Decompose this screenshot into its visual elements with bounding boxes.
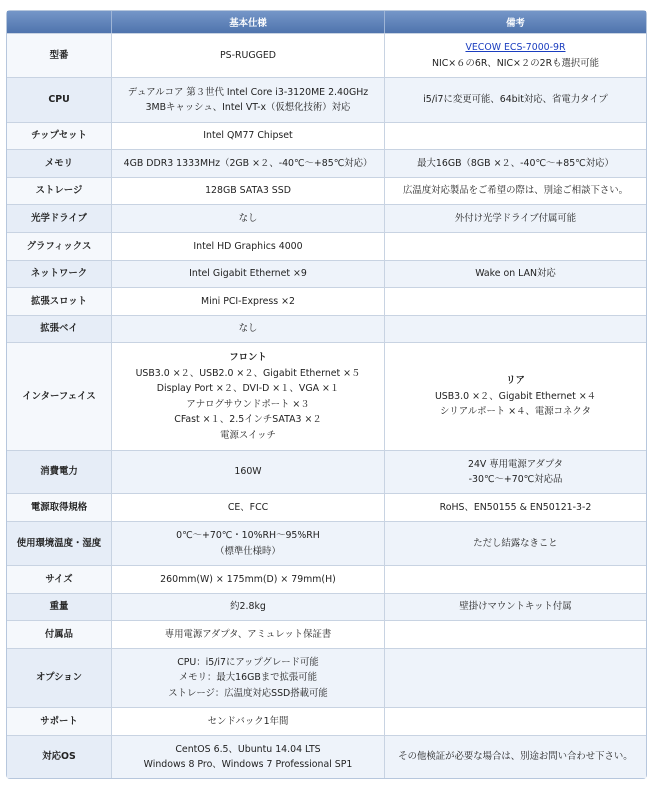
note-cell bbox=[385, 149, 646, 177]
spec-line: CentOS 6.5、Ubuntu 14.04 LTS bbox=[175, 743, 321, 755]
row-label: 拡張ベイ bbox=[7, 315, 112, 342]
spec-line: Windows 8 Pro、Windows 7 Professional SP1 bbox=[143, 759, 353, 770]
spec-line: メモリ：最大16GBまで拡張可能 bbox=[178, 672, 318, 684]
spec-line: 128GB SATA3 SSD bbox=[205, 185, 291, 197]
table-header-row bbox=[7, 11, 646, 33]
spec-heading: フロント bbox=[229, 352, 267, 363]
note-cell bbox=[385, 493, 646, 521]
spec-line: センドバック1年間 bbox=[207, 715, 289, 727]
row-chipset bbox=[7, 122, 646, 149]
spec-line: CFast ×１、2.5インチSATA3 ×２ bbox=[174, 414, 322, 425]
row-label: 付属品 bbox=[7, 620, 112, 648]
spec-cell bbox=[112, 521, 385, 565]
header-blank bbox=[7, 11, 112, 33]
spec-cell bbox=[112, 450, 385, 493]
spec-line: Mini PCI-Express ×2 bbox=[201, 295, 295, 307]
spec-cell bbox=[112, 177, 385, 204]
spec-line: 160W bbox=[234, 466, 262, 478]
spec-line: Intel QM77 Chipset bbox=[203, 130, 293, 142]
spec-line: Intel Gigabit Ethernet ×9 bbox=[189, 268, 307, 280]
spec-cell bbox=[112, 565, 385, 593]
row-memory bbox=[7, 149, 646, 177]
note-line: NIC×６の6R、NIC×２の2Rも選択可能 bbox=[431, 57, 600, 69]
spec-table bbox=[6, 10, 647, 779]
note-line: USB3.0 ×２、Gigabit Ethernet ×４ bbox=[434, 390, 597, 402]
spec-line: （標準仕様時） bbox=[215, 545, 281, 557]
spec-line: CPU：i5/i7にアップグレード可能 bbox=[177, 656, 319, 668]
note-line: 広温度対応製品をご希望の際は、別途ご相談下さい。 bbox=[402, 185, 628, 197]
spec-line: なし bbox=[238, 212, 258, 224]
note-cell bbox=[385, 450, 646, 493]
note-cell bbox=[385, 342, 646, 450]
row-power bbox=[7, 450, 646, 493]
note-cell bbox=[385, 735, 646, 778]
note-line: 外付け光学ドライブ付属可能 bbox=[454, 212, 577, 224]
row-environment bbox=[7, 521, 646, 565]
note-cell bbox=[385, 593, 646, 620]
row-label: 光学ドライブ bbox=[7, 204, 112, 232]
row-optical bbox=[7, 204, 646, 232]
row-os bbox=[7, 735, 646, 778]
note-line: シリアルポート ×４、電源コネクタ bbox=[440, 406, 591, 418]
spec-cell bbox=[112, 735, 385, 778]
row-label: サイズ bbox=[7, 565, 112, 593]
spec-line: Display Port ×２、DVI-D ×１、VGA ×１ bbox=[156, 383, 340, 394]
note-line: -30℃～+70℃対応品 bbox=[468, 474, 563, 485]
note-cell bbox=[385, 77, 646, 122]
note-cell bbox=[385, 232, 646, 260]
spec-cell bbox=[112, 287, 385, 315]
spec-line: アナログサウンドポート ×３ bbox=[186, 398, 310, 410]
row-label: チップセット bbox=[7, 122, 112, 149]
note-cell bbox=[385, 204, 646, 232]
spec-line: 電源スイッチ bbox=[220, 429, 276, 441]
note-line: Wake on LAN対応 bbox=[475, 268, 556, 280]
spec-table-container bbox=[6, 10, 645, 779]
note-cell bbox=[385, 315, 646, 342]
note-cell bbox=[385, 620, 646, 648]
note-heading: リア bbox=[506, 375, 525, 387]
note-cell bbox=[385, 33, 646, 77]
row-interface bbox=[7, 342, 646, 450]
spec-cell bbox=[112, 620, 385, 648]
spec-cell bbox=[112, 232, 385, 260]
spec-line: 4GB DDR3 1333MHz（2GB ×２、-40℃～+85℃対応） bbox=[123, 157, 373, 169]
spec-line: PS-RUGGED bbox=[219, 49, 277, 61]
note-cell bbox=[385, 177, 646, 204]
row-weight bbox=[7, 593, 646, 620]
vecow-model-link[interactable]: VECOW ECS-7000-9R bbox=[465, 42, 566, 53]
note-line: 壁掛けマウントキット付属 bbox=[459, 601, 572, 613]
row-label: インターフェイス bbox=[7, 342, 112, 450]
spec-cell bbox=[112, 493, 385, 521]
spec-cell bbox=[112, 593, 385, 620]
row-label: CPU bbox=[7, 77, 112, 122]
spec-line: 約2.8kg bbox=[230, 601, 266, 613]
note-cell bbox=[385, 287, 646, 315]
spec-cell bbox=[112, 149, 385, 177]
spec-cell bbox=[112, 707, 385, 735]
note-cell bbox=[385, 565, 646, 593]
spec-line: 260mm(W) × 175mm(D) × 79mm(H) bbox=[160, 573, 336, 585]
header-note: 備考 bbox=[385, 11, 646, 33]
note-line: RoHS、EN50155 & EN50121-3-2 bbox=[439, 501, 592, 513]
spec-cell bbox=[112, 648, 385, 707]
row-graphics bbox=[7, 232, 646, 260]
row-label: 使用環境温度・湿度 bbox=[7, 521, 112, 565]
note-line: 最大16GB（8GB ×２、-40℃～+85℃対応） bbox=[417, 157, 614, 169]
row-cpu bbox=[7, 77, 646, 122]
row-label: 電源取得規格 bbox=[7, 493, 112, 521]
row-label: 消費電力 bbox=[7, 450, 112, 493]
row-bay bbox=[7, 315, 646, 342]
note-cell bbox=[385, 260, 646, 287]
row-label: 重量 bbox=[7, 593, 112, 620]
row-label: 拡張スロット bbox=[7, 287, 112, 315]
row-label: 対応OS bbox=[7, 735, 112, 778]
row-network bbox=[7, 260, 646, 287]
note-line: 24V 専用電源アダプタ bbox=[467, 458, 563, 470]
row-label: オプション bbox=[7, 648, 112, 707]
spec-line: USB3.0 ×２、USB2.0 ×２、Gigabit Ethernet ×５ bbox=[135, 367, 361, 379]
note-cell bbox=[385, 122, 646, 149]
spec-line: なし bbox=[238, 323, 258, 335]
spec-cell bbox=[112, 342, 385, 450]
note-cell bbox=[385, 707, 646, 735]
note-cell bbox=[385, 521, 646, 565]
spec-cell bbox=[112, 260, 385, 287]
row-accessories bbox=[7, 620, 646, 648]
row-model bbox=[7, 33, 646, 77]
row-label: ストレージ bbox=[7, 177, 112, 204]
row-standard bbox=[7, 493, 646, 521]
spec-line: CE、FCC bbox=[227, 501, 269, 513]
note-line: ただし結露なきこと bbox=[473, 537, 558, 549]
note-line: i5/i7に変更可能、64bit対応、省電力タイプ bbox=[423, 94, 608, 106]
spec-line: 専用電源アダプタ、アミュレット保証書 bbox=[164, 628, 332, 640]
row-slot bbox=[7, 287, 646, 315]
spec-cell bbox=[112, 77, 385, 122]
spec-cell bbox=[112, 122, 385, 149]
note-cell bbox=[385, 648, 646, 707]
header-spec: 基本仕様 bbox=[112, 11, 385, 33]
spec-line: Intel HD Graphics 4000 bbox=[193, 240, 303, 252]
row-support bbox=[7, 707, 646, 735]
spec-cell bbox=[112, 33, 385, 77]
spec-line: 3MBキャッシュ、Intel VT-x（仮想化技術）対応 bbox=[145, 102, 351, 113]
spec-line: 0℃～+70℃・10%RH～95%RH bbox=[176, 530, 320, 541]
row-size bbox=[7, 565, 646, 593]
spec-cell bbox=[112, 315, 385, 342]
row-label: サポート bbox=[7, 707, 112, 735]
spec-line: ストレージ：広温度対応SSD搭載可能 bbox=[168, 687, 328, 699]
row-options bbox=[7, 648, 646, 707]
spec-line: デュアルコア 第３世代 Intel Core i3-3120ME 2.40GHz bbox=[127, 86, 369, 98]
row-storage bbox=[7, 177, 646, 204]
row-label: グラフィックス bbox=[7, 232, 112, 260]
row-label: 型番 bbox=[7, 33, 112, 77]
row-label: メモリ bbox=[7, 149, 112, 177]
note-line: その他検証が必要な場合は、別途お問い合わせ下さい。 bbox=[398, 751, 633, 763]
spec-cell bbox=[112, 204, 385, 232]
row-label: ネットワーク bbox=[7, 260, 112, 287]
